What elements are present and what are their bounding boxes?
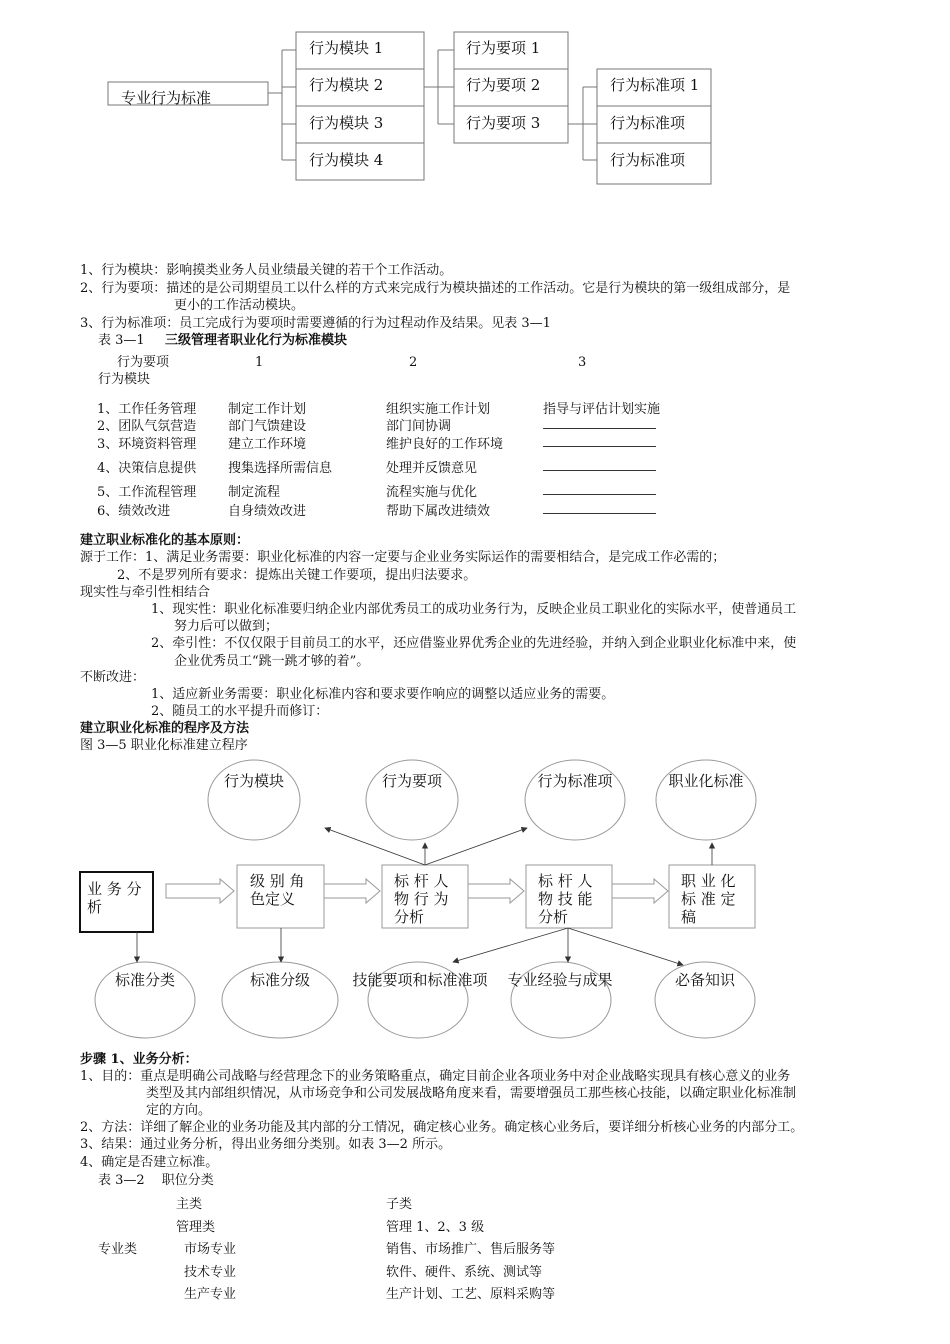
table32-header-sub: 子类: [386, 1197, 413, 1212]
step1-line: 3、结果：通过业务分析，得出业务细分类别。如表 3—2 所示。: [80, 1137, 452, 1152]
table32-row-sub: 软件、硬件、系统、测试等: [386, 1265, 543, 1280]
table32-row-sub: 销售、市场推广、售后服务等: [386, 1242, 556, 1257]
procedure-heading: 建立职业化标准的程序及方法: [80, 721, 250, 736]
table31-row-c3-blank: [543, 428, 656, 429]
table31-row-c2: 流程实施与优化: [386, 485, 478, 500]
principles-line: 现实性与牵引性相结合: [80, 585, 211, 600]
tree-item-1: 行为要项 1: [466, 39, 541, 57]
tree-item-2: 行为要项 2: [466, 76, 541, 94]
table31-row-c3: 指导与评估计划实施: [543, 402, 661, 417]
tree-standard-3: 行为标准项: [610, 151, 686, 169]
table31-caption-no: 表 3—1: [98, 333, 145, 348]
ellipse-label: 标准分类: [114, 971, 175, 989]
table31-col-3: 3: [578, 355, 587, 370]
table32-row-main: 管理类: [176, 1220, 216, 1235]
table31-row-c2: 部门间协调: [386, 419, 452, 434]
tree-module-2: 行为模块 2: [309, 76, 384, 94]
table31-row-c2: 维护良好的工作环境: [386, 437, 504, 452]
tree-root-label: 专业行为标准: [121, 89, 212, 107]
table31-row-c1: 自身绩效改进: [228, 504, 307, 519]
table32-header-main: 主类: [176, 1197, 203, 1212]
table31-row-c3-blank: [543, 446, 656, 447]
table31-row-c1: 建立工作环境: [228, 437, 307, 452]
ellipse-label: 行为要项: [381, 772, 442, 790]
box-label: 业 务 分 析: [87, 880, 142, 916]
box-label: 标 杆 人 物 技 能 分析: [538, 872, 593, 926]
principles-line: 源于工作：1、满足业务需要：职业化标准的内容一定要与企业业务实际运作的需要相结合，是完成工作必需的；: [80, 550, 726, 565]
table32-row-sub: 生产计划、工艺、原料采购等: [386, 1287, 556, 1302]
table32-row-main: 生产专业: [184, 1287, 237, 1302]
table32-row-main: 市场专业: [184, 1242, 237, 1257]
principles-line: 2、不是罗列所有要求：提炼出关键工作要项，提出归法要求。: [117, 568, 477, 583]
definition-1: 1、行为模块：影响摸类业务人员业绩最关键的若干个工作活动。: [80, 263, 453, 278]
table31-row-c3-blank: [543, 513, 656, 514]
table31-caption-title: 三级管理者职业化行为标准模块: [165, 333, 348, 348]
table32-row-group: 专业类: [98, 1242, 138, 1257]
step1-line: 4、确定是否建立标准。: [80, 1155, 219, 1170]
table31-row-c3-blank: [543, 494, 656, 495]
table31-row-c1: 搜集选择所需信息: [228, 461, 333, 476]
box-label: 职 业 化 标 准 定 稿: [681, 872, 736, 926]
principles-line: 1、适应新业务需要：职业化标准内容和要求要作响应的调整以适应业务的需要。: [151, 687, 615, 702]
principles-heading: 建立职业标准化的基本原则：: [80, 533, 250, 548]
principles-line: 2、随员工的水平提升而修订：: [151, 704, 329, 719]
table31-row-c1: 部门气馈建设: [228, 419, 307, 434]
ellipse-label: 技能要项和标准准项: [352, 971, 488, 989]
principles-line: 1、现实性：职业化标准要归纳企业内部优秀员工的成功业务行为，反映企业员工职业化的实际水平，使普通员工: [151, 602, 797, 617]
definition-2: 2、行为要项：描述的是公司期望员工以什么样的方式来完成行为模块描述的工作活动。它是行为模块的第一级组成部分，是: [80, 281, 791, 296]
table31-row-c2: 组织实施工作计划: [386, 402, 491, 417]
tree-module-4: 行为模块 4: [309, 151, 384, 169]
table31-row-c2: 处理并反馈意见: [386, 461, 478, 476]
definition-3: 3、行为标准项：员工完成行为要项时需要遵循的行为过程动作及结果。见表 3—1: [80, 316, 551, 331]
table32-caption: 表 3—2 职位分类: [98, 1173, 214, 1188]
table31-col-2: 2: [409, 355, 418, 370]
principles-line: 2、牵引性：不仅仅限于目前员工的水平，还应借鉴业界优秀企业的先进经验，并纳入到企业职业化标准中来，使: [151, 636, 797, 651]
definition-2-cont: 更小的工作活动模块。: [174, 298, 305, 313]
table31-header-modules: 行为模块: [98, 372, 151, 387]
table31-row-module: 3、环境资料管理: [97, 437, 197, 452]
table31-col-1: 1: [255, 355, 264, 370]
table31-row-c1: 制定工作计划: [228, 402, 307, 417]
table31-row-module: 4、决策信息提供: [97, 461, 197, 476]
principles-line: 不断改进：: [80, 670, 146, 685]
box-label: 级 别 角 色定义: [250, 872, 305, 908]
figure-caption: 图 3—5 职业化标准建立程序: [80, 738, 248, 753]
step1-line: 类型及其内部组织情况，从市场竞争和公司发展战略角度来看，需要增强员工那些核心技能，以确定职业化标准制: [146, 1086, 797, 1101]
principles-line: 企业优秀员工“跳一跳才够的着”。: [174, 654, 370, 669]
table31-row-module: 1、工作任务管理: [97, 402, 197, 417]
principles-line: 努力后可以做到；: [174, 619, 279, 634]
step1-heading: 步骤 1、业务分析：: [80, 1052, 198, 1067]
ellipse-label: 必备知识: [674, 971, 735, 989]
ellipse-label: 行为模块: [223, 772, 284, 790]
ellipse-label: 标准分级: [249, 971, 310, 989]
table31-row-c3-blank: [543, 470, 656, 471]
tree-standard-1: 行为标准项 1: [610, 76, 700, 94]
tree-standard-2: 行为标准项: [610, 114, 686, 132]
table31-row-c2: 帮助下属改进绩效: [386, 504, 491, 519]
table31-row-module: 5、工作流程管理: [97, 485, 197, 500]
tree-item-3: 行为要项 3: [466, 114, 541, 132]
ellipse-label: 行为标准项: [537, 772, 613, 790]
tree-module-1: 行为模块 1: [309, 39, 384, 57]
table31-row-module: 6、绩效改进: [97, 504, 171, 519]
step1-line: 2、方法：详细了解企业的业务功能及其内部的分工情况，确定核心业务。确定核心业务后，要详细分析核心业务的内部分工。: [80, 1120, 804, 1135]
table31-row-c1: 制定流程: [228, 485, 281, 500]
step1-line: 定的方向。: [146, 1103, 212, 1118]
table31-row-module: 2、团队气氛营造: [97, 419, 197, 434]
ellipse-label: 专业经验与成果: [507, 971, 613, 989]
ellipse-label: 职业化标准: [668, 772, 744, 790]
tree-module-3: 行为模块 3: [309, 114, 384, 132]
table31-header-items: 行为要项: [117, 355, 170, 370]
table32-row-main: 技术专业: [184, 1265, 237, 1280]
step1-line: 1、目的：重点是明确公司战略与经营理念下的业务策略重点，确定目前企业各项业务中对企业战略实现具有核心意义的业务: [80, 1069, 791, 1084]
box-label: 标 杆 人 物 行 为 分析: [394, 872, 449, 926]
table32-row-sub: 管理 1、2、3 级: [386, 1220, 485, 1235]
